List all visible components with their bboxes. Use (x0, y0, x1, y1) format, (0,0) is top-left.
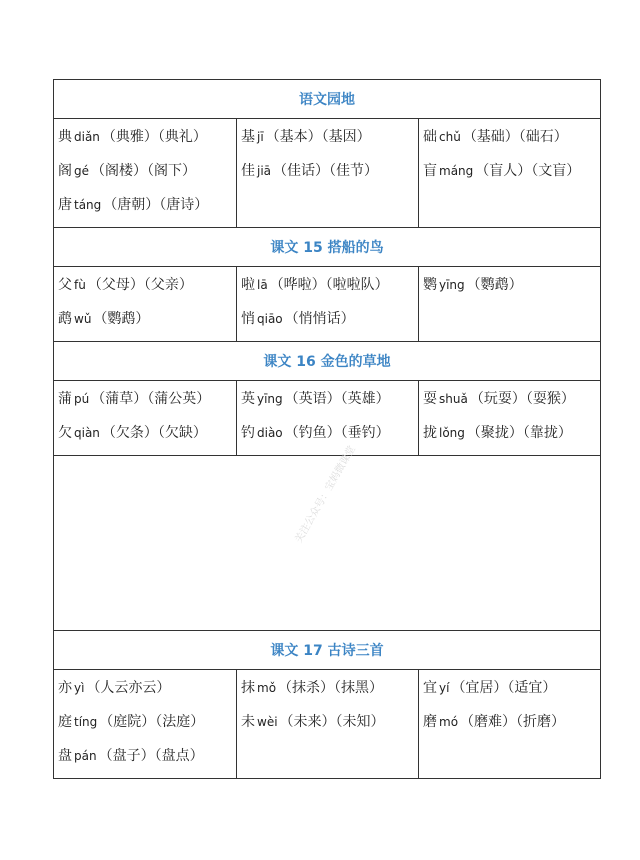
example-words: （盲人）（文盲） (475, 163, 581, 179)
pinyin-text: jiā (257, 164, 272, 178)
blank-area (54, 444, 601, 631)
hanzi-char: 耍 (423, 391, 437, 407)
vocab-entry (58, 125, 236, 159)
example-words: （欠条）（欠缺） (101, 425, 207, 441)
pinyin-text: yí (439, 681, 450, 695)
hanzi-char: 唐 (58, 197, 72, 213)
example-words: （庭院）（法庭） (99, 714, 205, 730)
vocab-entry (58, 710, 236, 744)
pinyin-text: mǒ (257, 681, 277, 695)
vocab-entry (241, 273, 418, 307)
pinyin-text: mó (439, 715, 459, 729)
column-cell (54, 381, 237, 456)
vocab-entry (423, 159, 600, 193)
pinyin-text: tíng (74, 715, 98, 729)
pinyin-text: jī (257, 130, 264, 144)
column-cell (237, 381, 419, 456)
column-cell (237, 670, 419, 779)
column-cell (419, 381, 601, 456)
hanzi-char: 庭 (58, 714, 72, 730)
hanzi-char: 亦 (58, 680, 72, 696)
section-body-row (54, 381, 601, 456)
vocab-entry (58, 387, 236, 421)
blank-row (54, 456, 601, 631)
example-words: （基本）（基因） (265, 129, 371, 145)
pinyin-text: wèi (257, 715, 278, 729)
example-words: （盘子）（盘点） (98, 748, 204, 764)
hanzi-char: 悄 (241, 311, 255, 327)
section-header-row (54, 228, 601, 267)
example-words: （佳话）（佳节） (273, 163, 379, 179)
example-words: （抹杀）（抹黑） (278, 680, 384, 696)
hanzi-char: 拢 (423, 425, 437, 441)
example-words: （聚拢）（靠拢） (466, 425, 572, 441)
pinyin-text: yì (74, 681, 85, 695)
example-words: （鹦鹉） (93, 311, 150, 327)
pinyin-text: lǒng (439, 426, 465, 440)
pinyin-text: gé (74, 164, 89, 178)
section-header-row (54, 342, 601, 381)
example-words: （英语）（英雄） (284, 391, 390, 407)
hanzi-char: 础 (423, 129, 437, 145)
vocab-entry (58, 159, 236, 193)
pinyin-text: lā (257, 278, 268, 292)
vocab-entry (58, 676, 236, 710)
vocab-entry (241, 421, 418, 455)
example-words: （磨难）（折磨） (460, 714, 566, 730)
pinyin-text: diǎn (74, 130, 100, 144)
example-words: （钓鱼）（垂钓） (284, 425, 390, 441)
vocab-entry (423, 387, 600, 421)
section-body-row (54, 119, 601, 228)
example-words: （未来）（未知） (279, 714, 385, 730)
vocab-entry (241, 387, 418, 421)
column-cell (237, 119, 419, 228)
pinyin-text: wǔ (74, 312, 92, 326)
example-words: （基础）（础石） (462, 129, 568, 145)
hanzi-char: 阁 (58, 163, 72, 179)
column-cell (419, 119, 601, 228)
section-header-row (54, 631, 601, 670)
pinyin-text: táng (74, 198, 102, 212)
example-words: （阁楼）（阁下） (91, 163, 196, 179)
hanzi-char: 盲 (423, 163, 437, 179)
example-words: （父母）（父亲） (87, 277, 193, 293)
hanzi-char: 蒲 (58, 391, 72, 407)
hanzi-char: 盘 (58, 748, 72, 764)
column-cell (237, 267, 419, 342)
vocab-entry (241, 307, 418, 341)
vocab-entry (241, 676, 418, 710)
section-body-row (54, 670, 601, 779)
column-cell (419, 267, 601, 342)
example-words: （蒲草）（蒲公英） (91, 391, 211, 407)
example-words: （唐朝）（唐诗） (103, 197, 209, 213)
vocab-entry (241, 125, 418, 159)
hanzi-char: 基 (241, 129, 255, 145)
hanzi-char: 鹉 (58, 311, 72, 327)
pinyin-text: chǔ (439, 130, 461, 144)
section-title: 课文 16 金色的草地 (54, 342, 601, 381)
section-title: 语文园地 (54, 80, 601, 119)
pinyin-text: fù (74, 278, 86, 292)
hanzi-char: 欠 (58, 425, 72, 441)
watermark: 关注公众号：宝妈微课堂 (293, 444, 358, 545)
hanzi-char: 磨 (423, 714, 437, 730)
vocab-entry (423, 676, 600, 710)
hanzi-char: 鹦 (423, 277, 437, 293)
vocab-entry (241, 159, 418, 193)
pinyin-text: qiàn (74, 426, 100, 440)
pinyin-text: yīng (257, 392, 283, 406)
vocabulary-table (53, 79, 601, 779)
pinyin-text: pán (74, 749, 97, 763)
section-header-row (54, 80, 601, 119)
pinyin-text: máng (439, 164, 474, 178)
example-words: （鹦鹉） (466, 277, 523, 293)
example-words: （哗啦）（啦啦队） (269, 277, 389, 293)
vocab-entry (58, 307, 236, 341)
hanzi-char: 英 (241, 391, 255, 407)
vocab-entry (423, 421, 600, 455)
section-title: 课文 17 古诗三首 (54, 631, 601, 670)
pinyin-text: pú (74, 392, 90, 406)
pinyin-text: shuǎ (439, 392, 468, 406)
example-words: （玩耍）（耍猴） (469, 391, 575, 407)
hanzi-char: 典 (58, 129, 72, 145)
section-title: 课文 15 搭船的鸟 (54, 228, 601, 267)
hanzi-char: 宜 (423, 680, 437, 696)
pinyin-text: yīng (439, 278, 465, 292)
vocab-entry (58, 421, 236, 455)
vocab-entry (58, 193, 236, 227)
hanzi-char: 抹 (241, 680, 255, 696)
hanzi-char: 啦 (241, 277, 255, 293)
column-cell (54, 267, 237, 342)
vocab-entry (423, 125, 600, 159)
vocab-entry (58, 744, 236, 778)
vocab-entry (58, 273, 236, 307)
hanzi-char: 佳 (241, 163, 255, 179)
vocab-entry (241, 710, 418, 744)
pinyin-text: qiāo (257, 312, 283, 326)
example-words: （人云亦云） (86, 680, 171, 696)
pinyin-text: diào (257, 426, 283, 440)
vocab-entry (423, 273, 600, 307)
hanzi-char: 未 (241, 714, 255, 730)
column-cell (419, 670, 601, 779)
vocab-entry (423, 710, 600, 744)
hanzi-char: 钓 (241, 425, 255, 441)
example-words: （典雅）（典礼） (101, 129, 207, 145)
column-cell (54, 670, 237, 779)
example-words: （宜居）（适宜） (451, 680, 557, 696)
section-body-row (54, 267, 601, 342)
column-cell (54, 119, 237, 228)
hanzi-char: 父 (58, 277, 72, 293)
example-words: （悄悄话） (284, 311, 355, 327)
